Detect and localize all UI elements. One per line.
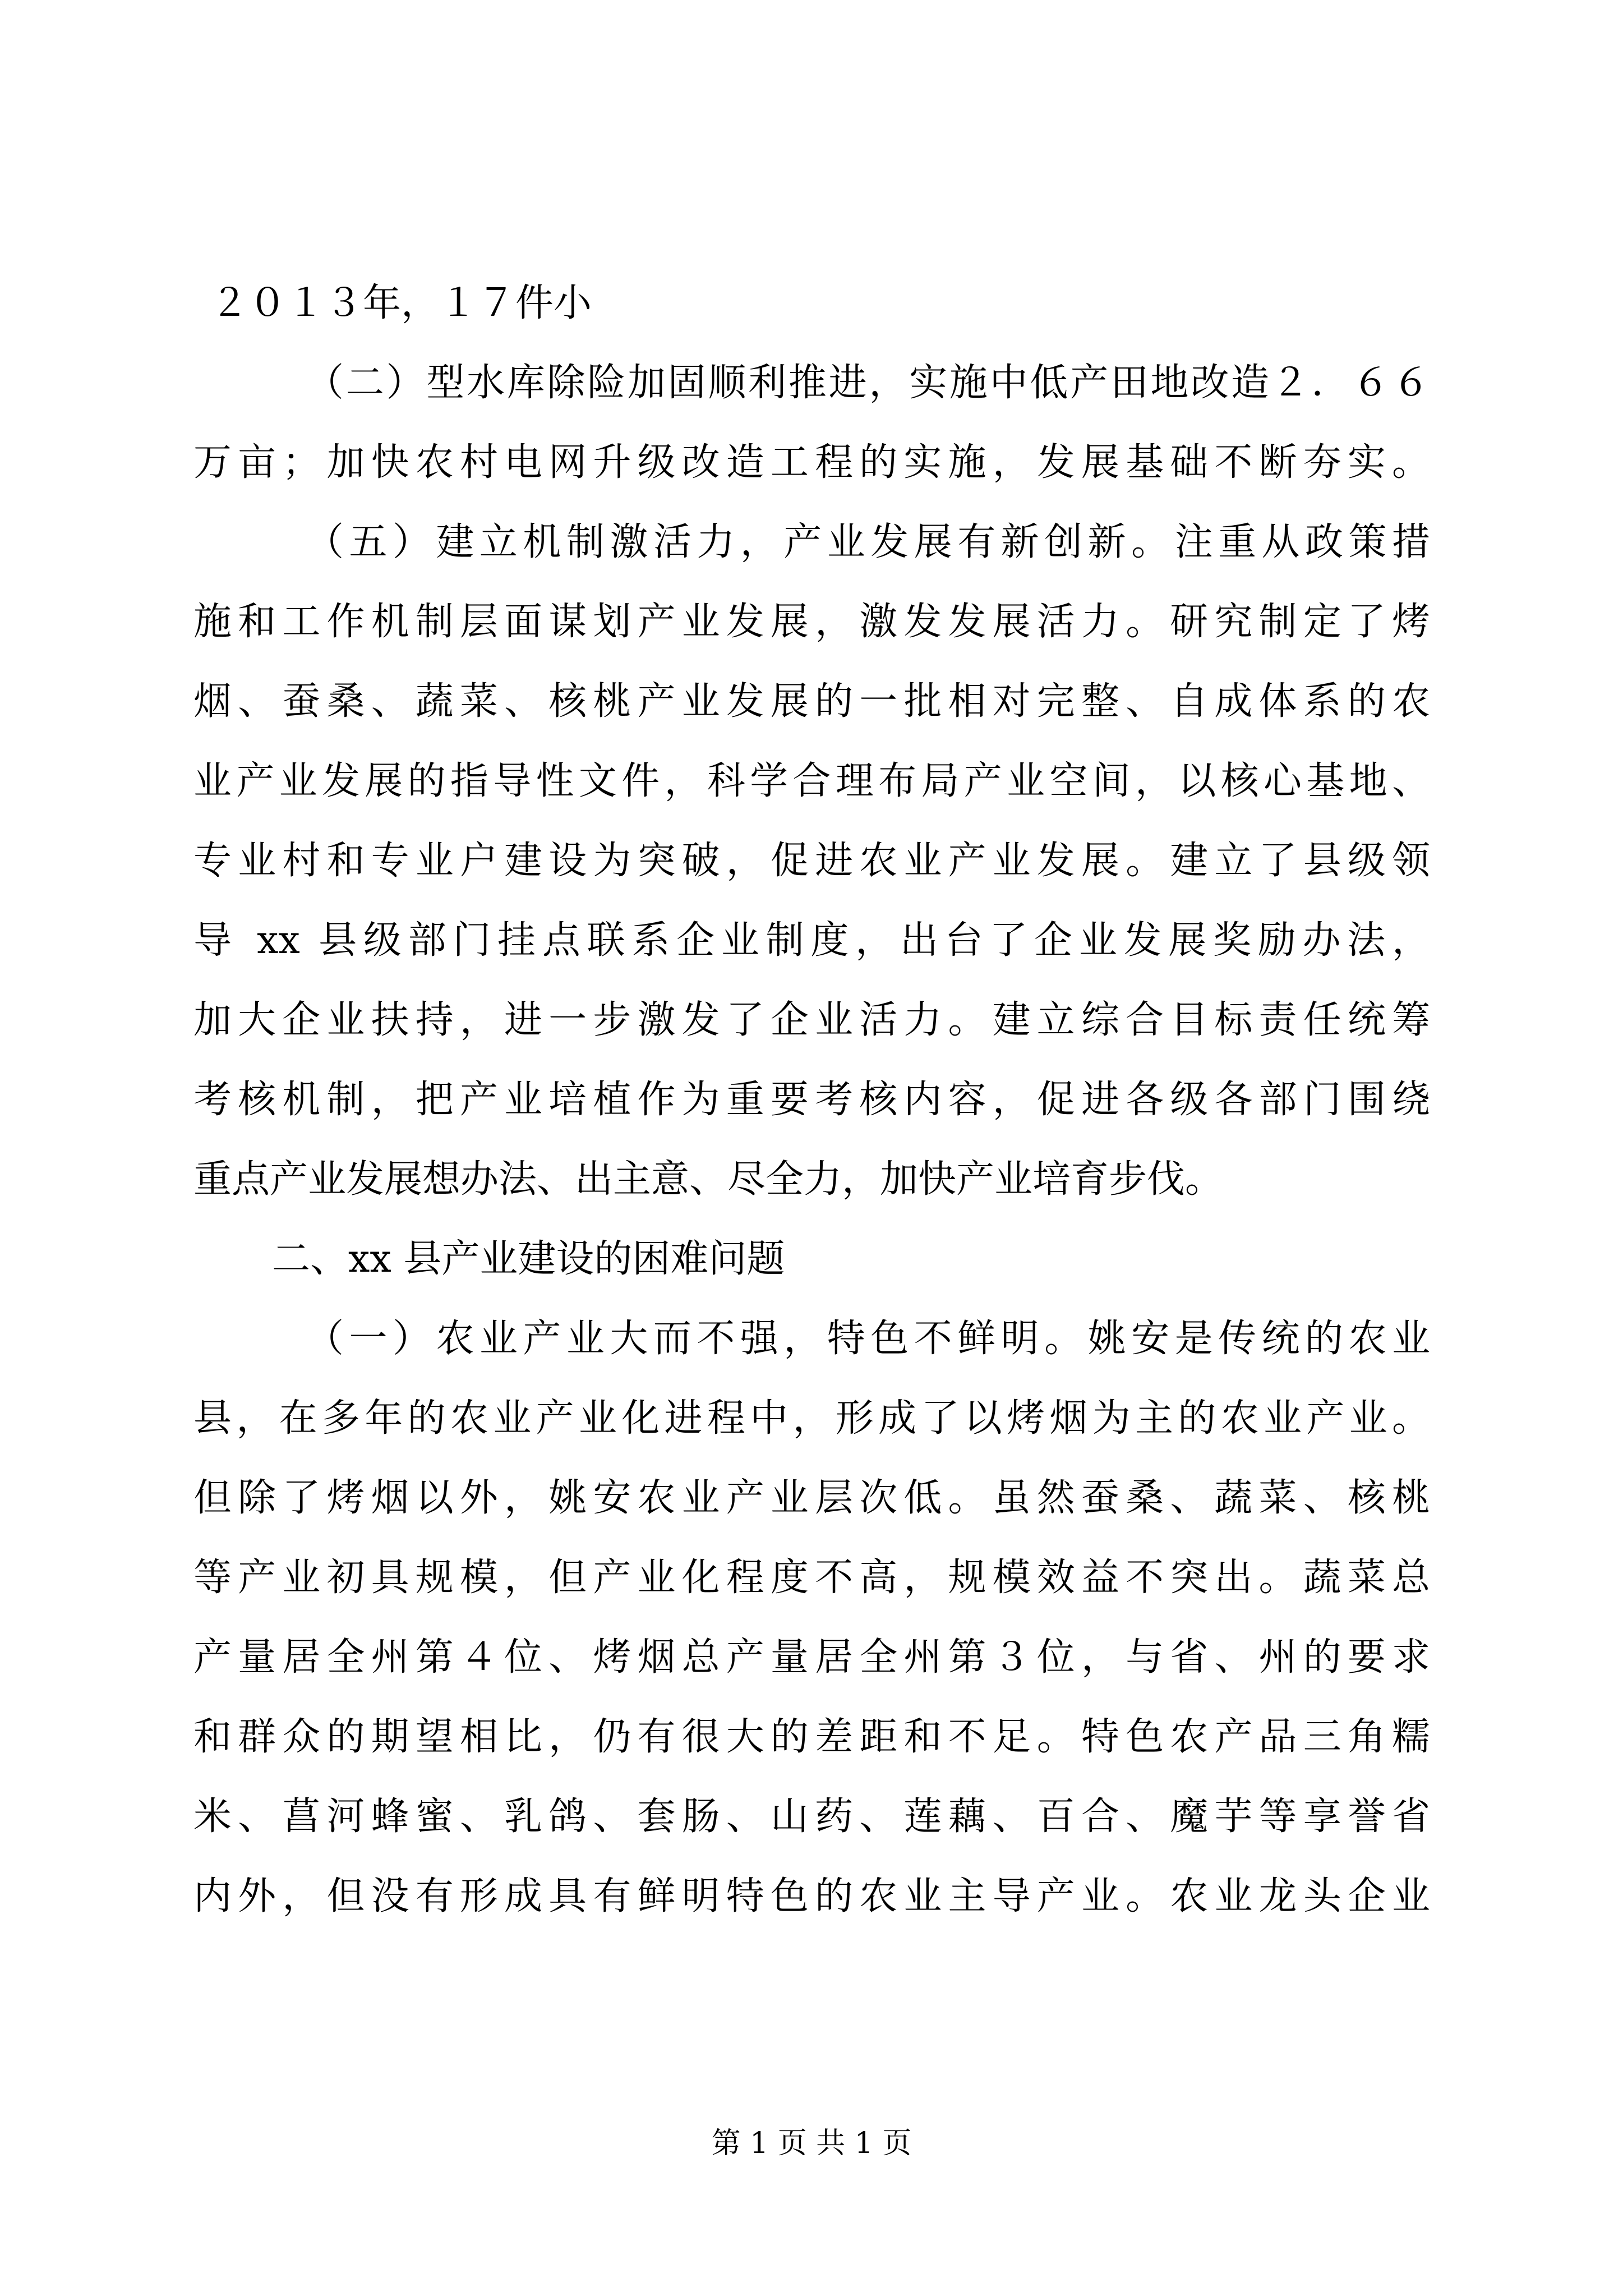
text-line: 施和工作机制层面谋划产业发展，激发发展活力。研究制定了烤: [193, 600, 1430, 644]
text-line: 等产业初具规模，但产业化程度不高，规模效益不突出。蔬菜总: [193, 1556, 1430, 1600]
text-line: ２０１３年，１７件小: [210, 281, 592, 325]
text-line: （五）建立机制激活力，产业发展有新创新。注重从政策措: [306, 520, 1430, 564]
text-line: 县，在多年的农业产业化进程中，形成了以烤烟为主的农业产业。: [193, 1396, 1430, 1441]
text-line: 产量居全州第４位、烤烟总产量居全州第３位，与省、州的要求: [193, 1635, 1430, 1680]
text-line: 和群众的期望相比，仍有很大的差距和不足。特色农产品三角糯: [193, 1715, 1430, 1759]
text-line: （二）型水库除险加固顺利推进，实施中低产田地改造２．６６: [306, 361, 1430, 405]
text-line: 万亩；加快农村电网升级改造工程的实施，发展基础不断夯实。: [193, 440, 1430, 485]
text-line: 内外，但没有形成具有鲜明特色的农业主导产业。农业龙头企业: [193, 1874, 1430, 1918]
text-line: 业产业发展的指导性文件，科学合理布局产业空间，以核心基地、: [193, 759, 1430, 803]
page-footer: 第 1 页 共 1 页: [711, 2127, 912, 2160]
text-line: 专业村和专业户建设为突破，促进农业产业发展。建立了县级领: [193, 839, 1430, 883]
section-heading: 二、xx 县产业建设的困难问题: [272, 1237, 785, 1281]
text-line: 烟、蚕桑、蔬菜、核桃产业发展的一批相对完整、自成体系的农: [193, 679, 1430, 724]
text-line: 米、菖河蜂蜜、乳鸽、套肠、山药、莲藕、百合、魔芋等享誉省: [193, 1795, 1430, 1839]
text-line: 加大企业扶持，进一步激发了企业活力。建立综合目标责任统筹: [193, 998, 1430, 1042]
text-line: 考核机制，把产业培植作为重要考核内容，促进各级各部门围绕: [193, 1078, 1430, 1122]
text-line: （一）农业产业大而不强，特色不鲜明。姚安是传统的农业: [306, 1317, 1430, 1361]
body-text: [193, 264, 1430, 1936]
text-line: 重点产业发展想办法、出主意、尽全力，加快产业培育步伐。: [193, 1157, 1224, 1202]
text-line: 导 xx 县级部门挂点联系企业制度，出台了企业发展奖励办法，: [193, 918, 1430, 963]
text-line: 但除了烤烟以外，姚安农业产业层次低。虽然蚕桑、蔬菜、核桃: [193, 1476, 1430, 1520]
